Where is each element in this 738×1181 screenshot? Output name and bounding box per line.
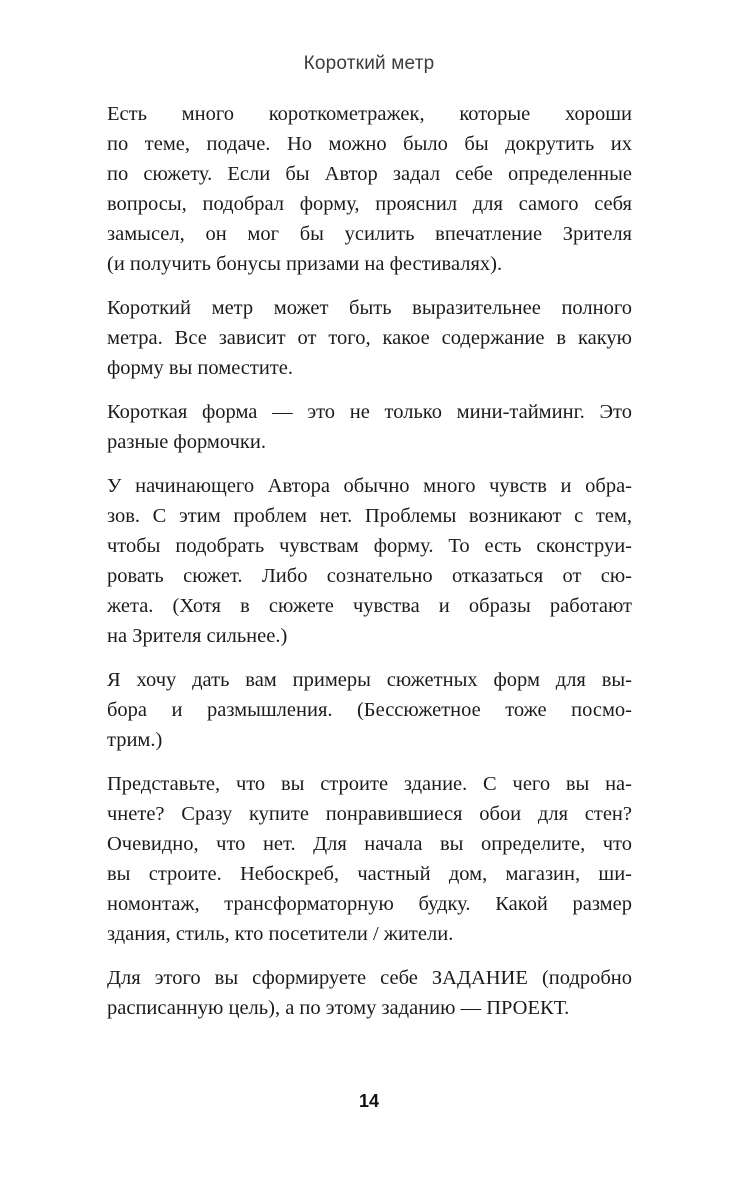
text-line: по сюжету. Если бы Автор задал себе определенные [107, 163, 632, 185]
paragraph [107, 471, 632, 651]
text-line: жета. (Хотя в сюжете чувства и образы работают [107, 595, 632, 617]
text-line: зов. С этим проблем нет. Проблемы возникают с тем, [107, 505, 632, 527]
text-line: бора и размышления. (Бессюжетное тоже посмо- [107, 699, 632, 721]
text-line: (и получить бонусы призами на фестивалях). [107, 253, 503, 275]
text-line: Короткий метр может быть выразительнее полного [107, 297, 632, 319]
text-line: Есть много короткометражек, которые хороши [107, 103, 632, 125]
text-line: номонтаж, трансформаторную будку. Какой размер [107, 893, 632, 915]
paragraph [107, 99, 632, 279]
running-head: Короткий метр [303, 53, 435, 74]
text-line: замысел, он мог бы усилить впечатление Зрителя [107, 223, 632, 245]
text-line: Я хочу дать вам примеры сюжетных форм для вы- [107, 669, 632, 691]
text-line: У начинающего Автора обычно много чувств и обра- [107, 475, 632, 497]
text-line: чнете? Сразу купите понравившиеся обои для стен? [107, 803, 632, 825]
paragraph [107, 293, 632, 383]
text-line: расписанную цель), а по этому заданию — ПРОЕКТ. [107, 997, 570, 1019]
page-content [107, 99, 632, 1037]
text-line: Очевидно, что нет. Для начала вы определите, что [107, 833, 632, 855]
text-line: здания, стиль, кто посетители / жители. [107, 923, 454, 945]
text-line: разные формочки. [107, 431, 266, 453]
text-line: вы строите. Небоскреб, частный дом, магазин, ши- [107, 863, 632, 885]
text-line: метра. Все зависит от того, какое содержание в какую [107, 327, 632, 349]
page-number: 14 [358, 1091, 380, 1111]
paragraph [107, 665, 632, 755]
text-line: на Зрителя сильнее.) [107, 625, 288, 647]
text-line: Представьте, что вы строите здание. С чего вы на- [107, 773, 632, 795]
text-line: вопросы, подобрал форму, прояснил для самого себя [107, 193, 632, 215]
text-line: по теме, подаче. Но можно было бы докрутить их [107, 133, 632, 155]
paragraph [107, 769, 632, 949]
text-line: Короткая форма — это не только мини-тайминг. Это [107, 401, 632, 423]
text-line: Для этого вы сформируете себе ЗАДАНИЕ (подробно [107, 967, 632, 989]
paragraph [107, 963, 632, 1023]
text-line: трим.) [107, 729, 163, 751]
paragraph [107, 397, 632, 457]
text-line: ровать сюжет. Либо сознательно отказаться от сю- [107, 565, 632, 587]
text-line: чтобы подобрать чувствам форму. То есть сконструи- [107, 535, 632, 557]
text-line: форму вы поместите. [107, 357, 294, 379]
